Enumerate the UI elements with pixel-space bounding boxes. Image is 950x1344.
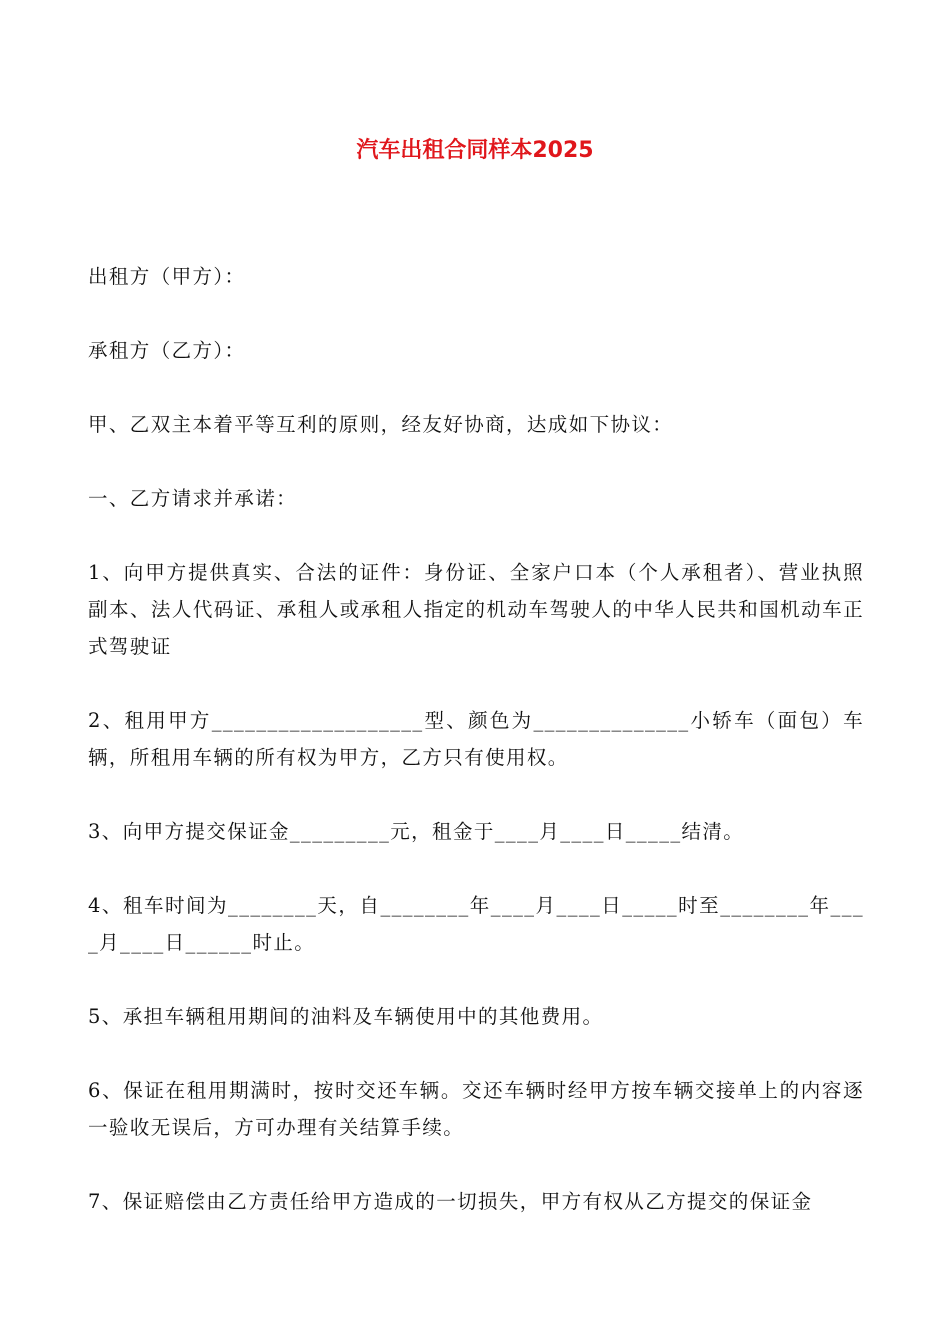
- clause-item-7: 7、保证赔偿由乙方责任给甲方造成的一切损失，甲方有权从乙方提交的保证金: [88, 1190, 813, 1213]
- clause-lessor: 出租方（甲方）：: [88, 265, 246, 288]
- clause-item-6: 6、保证在租用期满时，按时交还车辆。交还车辆时经甲方按车辆交接单上的内容逐一验收无误后，方可办理有关结算手续。: [88, 1079, 864, 1139]
- clause-item-4: 4、租车时间为________天，自________年____月____日_____时至________年____月____日______时止。: [88, 894, 864, 954]
- clause-item-1: 1、向甲方提供真实、合法的证件：身份证、全家户口本（个人承租者）、营业执照副本、法人代码证、承租人或承租人指定的机动车驾驶人的中华人民共和国机动车正式驾驶证: [88, 561, 864, 658]
- clause-item-5: 5、承担车辆租用期间的油料及车辆使用中的其他费用。: [88, 1005, 604, 1028]
- clause-lessee: 承租方（乙方）：: [88, 339, 246, 362]
- clause-item-3: 3、向甲方提交保证金_________元，租金于____月____日_____结清。: [88, 820, 745, 843]
- section-heading-1: 一、乙方请求并承诺：: [88, 487, 298, 510]
- document-body: [88, 258, 864, 1257]
- clause-item-2: 2、租用甲方___________________型、颜色为______________小轿车（面包）车辆，所租用车辆的所有权为甲方，乙方只有使用权。: [88, 709, 864, 769]
- document-title: 汽车出租合同样本2025: [356, 138, 594, 163]
- clause-preamble: 甲、乙双主本着平等互利的原则，经友好协商，达成如下协议：: [88, 413, 674, 436]
